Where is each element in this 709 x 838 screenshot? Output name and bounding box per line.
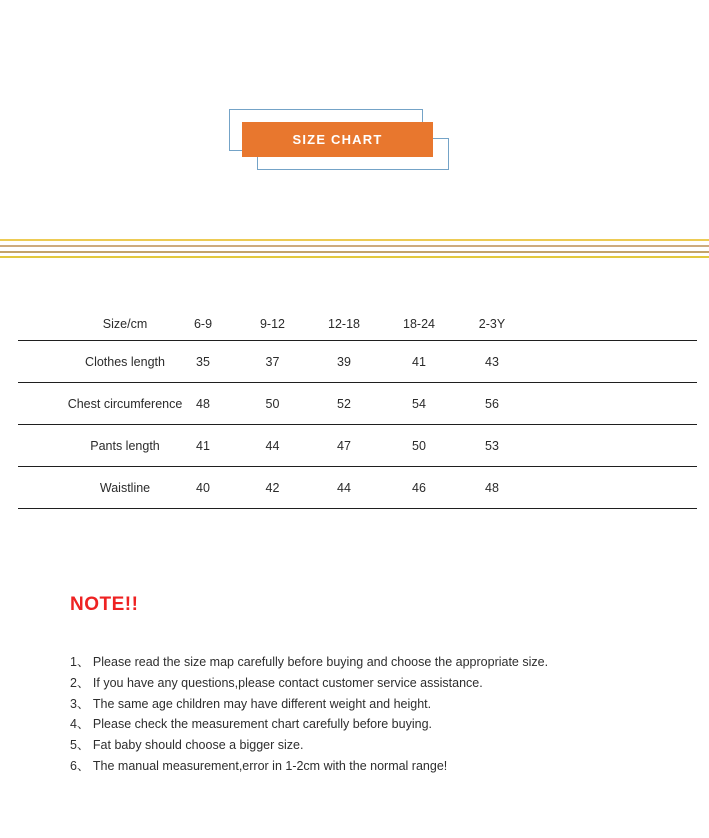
cell-value: 42 — [265, 480, 280, 495]
note-list — [70, 652, 650, 777]
cell-value: 44 — [337, 480, 351, 495]
row-label: Chest circumference — [67, 396, 183, 411]
cell-value: 37 — [265, 354, 280, 369]
table-row-chest-circumference — [18, 383, 697, 425]
cell-value: 54 — [412, 396, 426, 411]
cell-value: 56 — [485, 396, 499, 411]
header-size-unit: Size/cm — [102, 316, 148, 331]
header-col-6-9: 6-9 — [193, 316, 213, 331]
cell-value: 41 — [412, 354, 426, 369]
header-col-2-3y: 2-3Y — [478, 316, 506, 331]
note-item-1: 1、 Please read the size map carefully before buying and choose the appropriate size. — [70, 655, 549, 669]
banner-title: SIZE CHART — [292, 132, 383, 147]
divider-line — [0, 256, 709, 258]
cell-value: 41 — [196, 438, 210, 453]
cell-value: 47 — [337, 438, 351, 453]
note-item-6: 6、 The manual measurement,error in 1-2cm with the normal range! — [70, 758, 448, 773]
table-row-waistline — [18, 467, 697, 509]
cell-value: 39 — [337, 354, 351, 369]
cell-value: 46 — [412, 480, 426, 495]
note-heading: NOTE!! — [70, 594, 139, 615]
table-header-row — [18, 307, 697, 341]
note-item-5: 5、 Fat baby should choose a bigger size. — [70, 738, 304, 753]
size-table — [18, 307, 697, 509]
size-chart-banner — [242, 122, 433, 157]
divider-line — [0, 251, 709, 253]
table-row-pants-length — [18, 425, 697, 467]
row-label: Waistline — [99, 480, 151, 495]
cell-value: 43 — [485, 354, 499, 369]
note-item-3: 3、 The same age children may have different weight and height. — [70, 696, 432, 711]
note-item-2: 2、 If you have any questions,please contact customer service assistance. — [70, 675, 483, 690]
cell-value: 50 — [265, 396, 280, 411]
cell-value: 48 — [485, 480, 499, 495]
header-col-18-24: 18-24 — [403, 316, 435, 331]
cell-value: 40 — [196, 480, 210, 495]
cell-value: 53 — [485, 438, 499, 453]
cell-value: 50 — [412, 438, 426, 453]
cell-value: 48 — [196, 396, 210, 411]
row-label: Clothes length — [85, 354, 165, 369]
divider-line — [0, 245, 709, 247]
cell-value: 44 — [265, 438, 280, 453]
row-label: Pants length — [90, 438, 160, 453]
header-col-12-18: 12-18 — [328, 316, 360, 331]
table-row-clothes-length — [18, 341, 697, 383]
cell-value: 35 — [196, 354, 210, 369]
header-col-9-12: 9-12 — [259, 316, 286, 331]
cell-value: 52 — [337, 396, 351, 411]
divider-line — [0, 239, 709, 241]
note-item-4: 4、 Please check the measurement chart carefully before buying. — [70, 717, 432, 732]
